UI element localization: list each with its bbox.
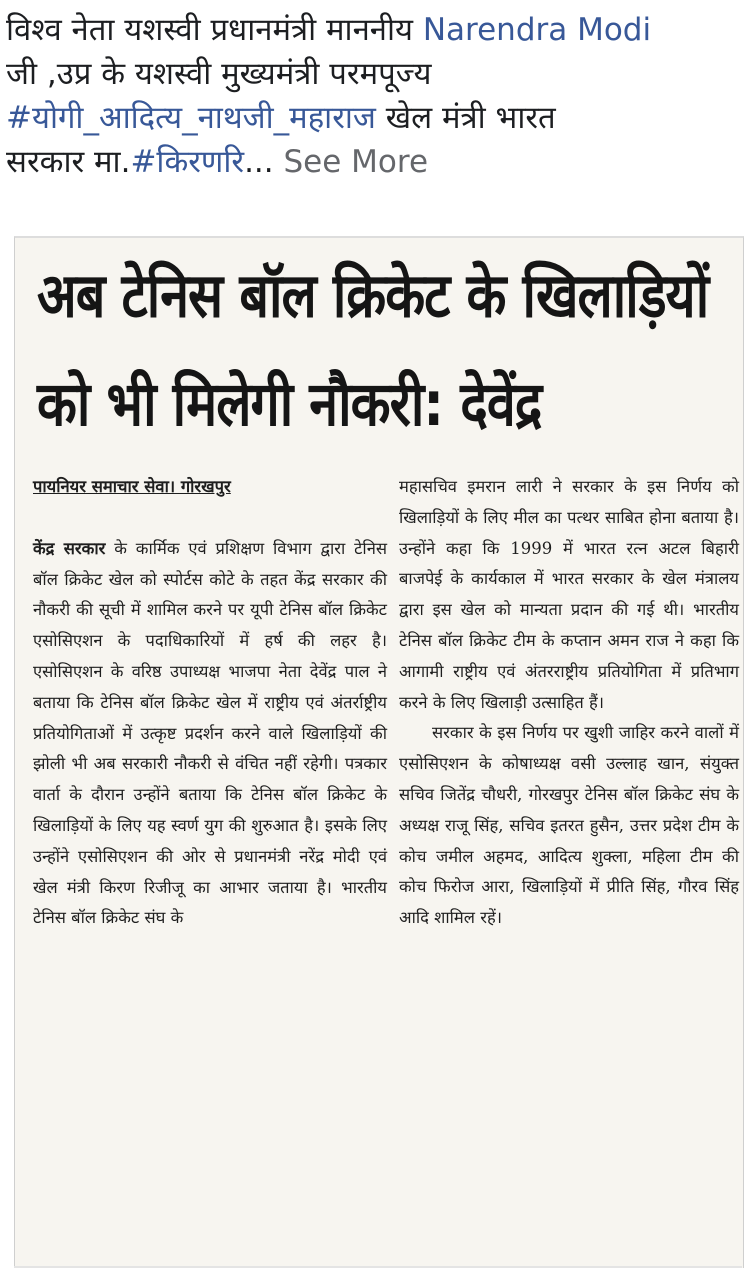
divider <box>14 1266 742 1268</box>
article-headline <box>37 242 737 459</box>
right-column-paragraph-1: महासचिव इमरान लारी ने सरकार के इस निर्णय को खिलाड़ियों के लिए मील का पत्थर साबित होना बताया है। उन्होंने कहा कि 1999 में भारत रत्न अटल बिहारी बाजपेई के कार्यकाल में भारत सरकार के खेल मंत्रालय द्वारा इस खेल को मान्यता प्रदान की गई थी। भारतीय टेनिस बॉल क्रिकेट टीम के कप्तान अमन राज ने कहा कि आगामी राष्ट्रीय एवं अंतरराष्ट्रीय प्रतियोगिता में प्रतिभाग करने के लिए खिलाड़ी उत्साहित हैं। <box>399 477 739 712</box>
caption-line3: खेल मंत्री भारत <box>375 100 556 136</box>
caption-line1: विश्व नेता यशस्वी प्रधानमंत्री माननीय <box>6 12 423 48</box>
caption-line2: जी ,उप्र के यशस्वी मुख्यमंत्री परमपूज्य <box>6 56 432 92</box>
newspaper-clipping-image[interactable] <box>14 236 744 1268</box>
headline-line-1: अब टेनिस बॉल क्रिकेट के खिलाड़ियों <box>37 260 709 332</box>
hashtag-link-yogi[interactable]: #योगी_आदित्य_नाथजी_महाराज <box>6 100 376 136</box>
hashtag-link-kiran[interactable]: #किरणरि <box>130 144 245 180</box>
article-lead: केंद्र सरकार <box>33 538 106 558</box>
right-column-paragraph-2: सरकार के इस निर्णय पर खुशी जाहिर करने वालों में एसोसिएशन के कोषाध्यक्ष वसी उल्लाह खान, संयुक्त सचिव जितेंद्र चौधरी, गोरखपुर टेनिस बॉल क्रिकेट संघ के अध्यक्ष राजू सिंह, सचिव इतरत हुसैन, उत्तर प्रदेश टीम के कोच जमील अहमद, आदित्य शुक्ला, महिला टीम की कोच फिरोज आरा, खिलाड़ियों में प्रीति सिंह, गौरव सिंह आदि शामिल रहें। <box>399 723 739 928</box>
left-column-body: के कार्मिक एवं प्रशिक्षण विभाग द्वारा टेनिस बॉल क्रिकेट खेल को स्पोर्टस कोटे के तहत केंद्र सरकार की नौकरी की सूची में शामिल करने पर यूपी टेनिस बॉल क्रिकेट एसोसिएशन के पदाधिकारियों में हर्ष की लहर है। एसोसिएशन के वरिष्ठ उपाध्यक्ष भाजपा नेता देवेंद्र पाल ने बताया कि टेनिस बॉल क्रिकेट खेल में राष्ट्रीय एवं अंतर्राष्ट्रीय प्रतियोगिताओं में उत्कृष्ट प्रदर्शन करने वाले खिलाड़ियों की झोली भी अब सरकारी नौकरी से वंचित नहीं रहेगी। पत्रकार वार्ता के दौरान उन्होंने बताया कि टेनिस बॉल क्रिकेट के खिलाड़ियों के लिए यह स्वर्ण युग की शुरुआत है। इसके लिए उन्होंने एसोसिएशन की ओर से प्रधानमंत्री नरेंद्र मोदी एवं खेल मंत्री किरण रिजीजू का आभार जताया है। भारतीय टेनिस बॉल क्रिकेट संघ के <box>33 538 388 928</box>
see-more-link[interactable]: See More <box>283 144 429 180</box>
caption-ellipsis: ... <box>244 144 274 180</box>
caption-line4: सरकार मा. <box>6 144 131 180</box>
article-column-right <box>399 472 739 934</box>
mention-link-narendra-modi[interactable]: Narendra Modi <box>422 12 652 48</box>
article-byline: पायनियर समाचार सेवा। गोरखपुर <box>33 477 231 496</box>
article-column-left <box>33 472 387 934</box>
left-column-text <box>33 534 387 934</box>
headline-line-2: को भी मिलेगी नौकरी: देवेंद्र <box>37 369 542 441</box>
post-caption <box>6 8 734 184</box>
